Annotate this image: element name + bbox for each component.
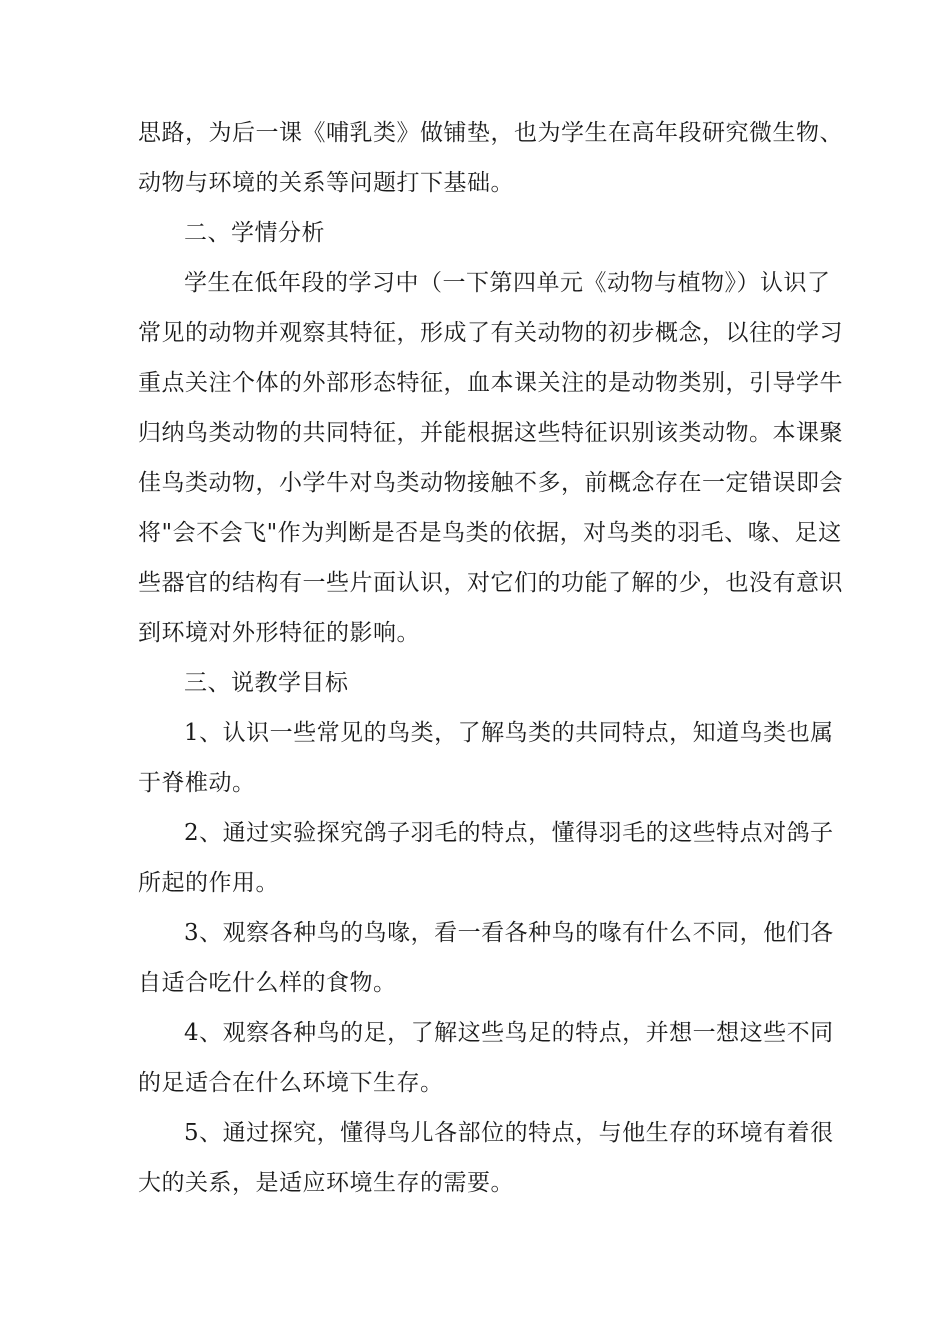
text-line: 2、通过实验探究鸽子羽毛的特点，懂得羽毛的这些特点对鸽子 (184, 820, 834, 846)
paragraph (138, 108, 843, 208)
text-line: 4、观察各种鸟的足，了解这些鸟足的特点，并想一想这些不同 (184, 1020, 834, 1046)
text-line: 动物与环境的关系等问题打下基础。 (138, 170, 514, 196)
text-line: 所起的作用。 (138, 870, 279, 896)
text-line: 大的关系，是适应环境生存的需要。 (138, 1170, 514, 1196)
text-line: 到环境对外形特征的影响。 (138, 620, 420, 646)
paragraph (138, 1108, 834, 1208)
text-line: 佳鸟类动物，小学牛对鸟类动物接触不多，前概念存在一定错误即会 (138, 470, 843, 496)
text-line: 些器官的结构有一些片面认识，对它们的功能了解的少，也没有意识 (138, 570, 843, 596)
paragraph (138, 708, 834, 808)
paragraph (138, 258, 843, 658)
text-line: 自适合吃什么样的食物。 (138, 970, 397, 996)
section-heading (138, 208, 820, 258)
text-line: 二、学情分析 (184, 220, 325, 246)
text-line: 3、观察各种鸟的鸟喙，看一看各种鸟的喙有什么不同，他们各 (184, 920, 834, 946)
text-line: 将"会不会飞"作为判断是否是鸟类的依据，对鸟类的羽毛、喙、足这 (138, 520, 842, 546)
text-line: 常见的动物并观察其特征，形成了有关动物的初步概念，以往的学习 (138, 320, 843, 346)
text-line: 思路，为后一课《哺乳类》做铺垫，也为学生在高年段研究微生物、 (138, 120, 843, 146)
document-body (138, 108, 843, 1208)
text-line: 5、通过探究，懂得鸟儿各部位的特点，与他生存的环境有着很 (184, 1120, 834, 1146)
text-line: 重点关注个体的外部形态特征，血本课关注的是动物类别，引导学牛 (138, 370, 843, 396)
paragraph (138, 1008, 834, 1108)
text-line: 学生在低年段的学习中（一下第四单元《动物与植物》）认识了 (184, 270, 831, 296)
text-line: 的足适合在什么环境下生存。 (138, 1070, 444, 1096)
text-line: 归纳鸟类动物的共同特征，并能根据这些特征识别该类动物。本课聚 (138, 420, 843, 446)
paragraph (138, 808, 834, 908)
section-heading (138, 658, 820, 708)
text-line: 三、说教学目标 (184, 670, 349, 696)
paragraph (138, 908, 834, 1008)
text-line: 1、认识一些常见的鸟类，了解鸟类的共同特点，知道鸟类也属 (184, 720, 834, 746)
text-line: 于脊椎动。 (138, 770, 256, 796)
